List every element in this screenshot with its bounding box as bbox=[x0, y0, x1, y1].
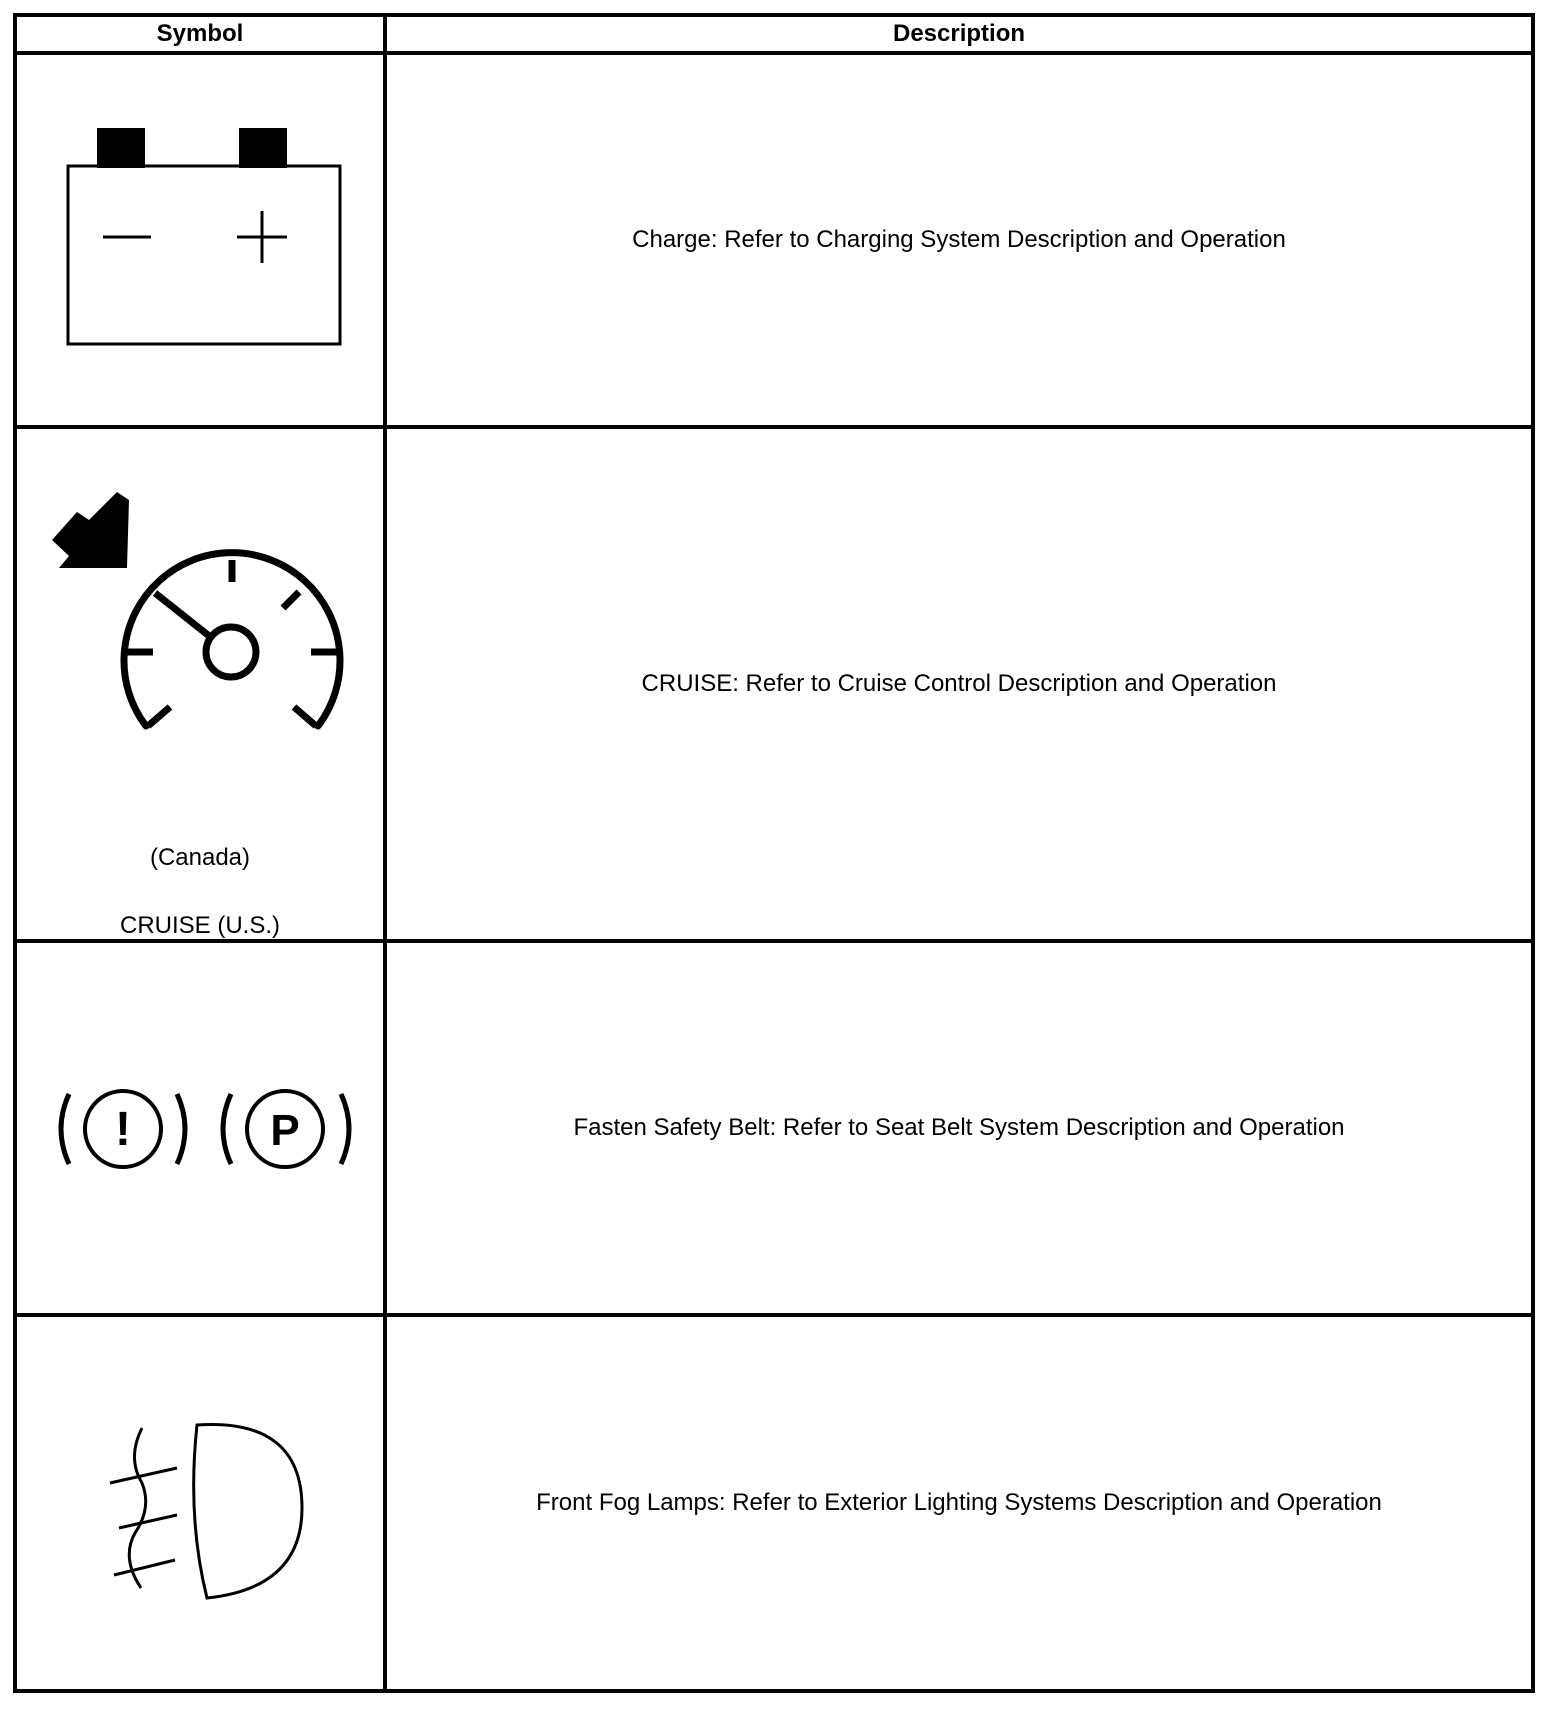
cruise-caption-canada: (Canada) bbox=[149, 844, 251, 872]
brake-warning-and-park-icons bbox=[17, 944, 387, 1312]
description-cell: CRUISE: Refer to Cruise Control Description and Operation bbox=[385, 427, 1533, 942]
park-brake-icon bbox=[223, 1091, 349, 1167]
table-row bbox=[15, 427, 1533, 942]
battery-icon bbox=[17, 56, 387, 424]
cruise-symbol-group bbox=[17, 430, 383, 938]
symbol-cell bbox=[15, 1315, 385, 1691]
table-row bbox=[15, 1315, 1533, 1691]
table-row bbox=[15, 53, 1533, 427]
description-cell: Front Fog Lamps: Refer to Exterior Lighting Systems Description and Operation bbox=[385, 1315, 1533, 1691]
park-letter-text: P bbox=[270, 1106, 300, 1156]
brake-warning-icon bbox=[61, 1091, 185, 1167]
description-column-header: Description bbox=[385, 15, 1533, 53]
warning-exclamation-text: ! bbox=[115, 1103, 131, 1157]
header-row bbox=[15, 15, 1533, 53]
symbol-cell bbox=[15, 941, 385, 1315]
description-cell: Fasten Safety Belt: Refer to Seat Belt System Description and Operation bbox=[385, 941, 1533, 1315]
symbol-table bbox=[13, 13, 1535, 1693]
cruise-speedometer-icon bbox=[17, 430, 387, 830]
description-cell: Charge: Refer to Charging System Description and Operation bbox=[385, 53, 1533, 427]
symbol-cell bbox=[15, 427, 385, 942]
cruise-caption-us: CRUISE (U.S.) bbox=[119, 912, 280, 940]
symbol-column-header: Symbol bbox=[15, 15, 385, 53]
table-row bbox=[15, 941, 1533, 1315]
front-fog-lamp-icon bbox=[17, 1318, 387, 1688]
symbol-cell bbox=[15, 53, 385, 427]
